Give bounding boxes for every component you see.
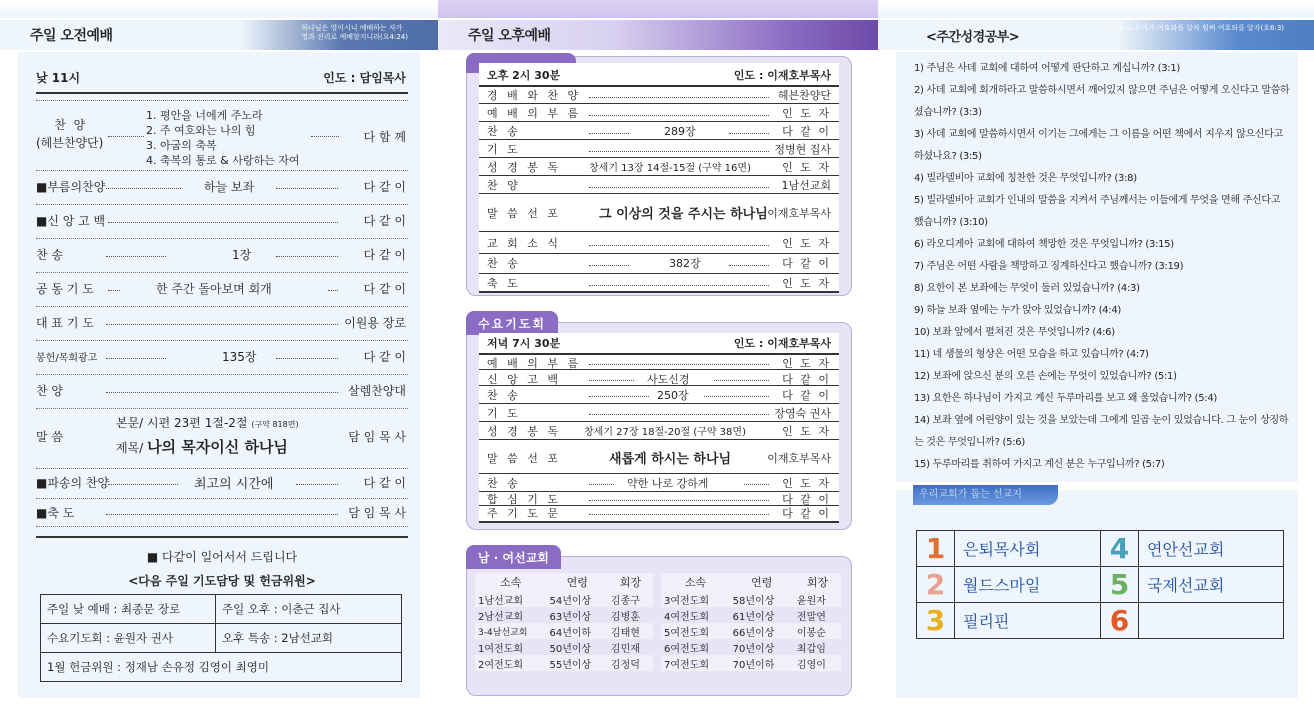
- missionary-number: 4: [1101, 531, 1139, 567]
- table-row: 7여전도회 70년이하 김영이: [661, 655, 841, 671]
- hymn-item: 2. 주 여호와는 나의 힘: [146, 124, 256, 137]
- table-row: 1 은퇴목사회 4 연안선교회: [917, 531, 1284, 567]
- list-item: 4) 빌라델비아 교회에 칭찬한 것은 무엇입니까? (3:8): [914, 173, 1137, 184]
- row-label: ■부름의찬양: [36, 179, 106, 194]
- list-item: 11) 네 생물의 형상은 어떤 모습을 하고 있습니까? (4:7): [914, 349, 1149, 360]
- wednesday-row: 찬 송 250장 다 같 이: [487, 389, 831, 402]
- list-item: 8) 요한이 본 보좌에는 무엇이 둘러 있었습니까? (4:3): [914, 283, 1140, 294]
- row-label: ■신 앙 고 백: [36, 213, 106, 228]
- table-row: 3여전도회 58년이상 윤원자: [661, 591, 841, 607]
- morning-notice: ■ 다같이 일어서서 드립니다: [146, 550, 298, 564]
- row-item: 135장: [222, 349, 257, 364]
- list-item: 7) 주님은 어떤 사람을 책망하고 징계하신다고 했습니까? (3:19): [914, 261, 1184, 272]
- row-who: 다 같 이: [363, 179, 406, 194]
- list-item: 9) 하늘 보좌 옆에는 누가 앉아 있었습니까? (4:4): [914, 305, 1121, 316]
- wednesday-row: 신 앙 고 백 사도신경 다 같 이: [487, 373, 831, 386]
- study-title: <주간성경공부>: [926, 29, 1020, 45]
- table-row: 1월 헌금위원 : 정재남 손유정 김영이 최영미: [41, 653, 402, 682]
- wednesday-row: 기 도 장영숙 권사: [487, 407, 831, 420]
- morning-row: [36, 502, 408, 522]
- table-row: 2 월드스마일 5 국제선교회: [917, 567, 1284, 603]
- missionaries-box: [896, 490, 1298, 698]
- morning-time: 낮 11시: [36, 70, 81, 85]
- row-who: 담 임 목 사: [348, 505, 406, 520]
- wednesday-box: [466, 317, 852, 530]
- list-item: 15) 두루마리를 취하여 가지고 계신 분은 누구입니까? (5:7): [914, 459, 1165, 470]
- mission-box: [466, 551, 852, 696]
- missionary-number: 2: [917, 567, 955, 603]
- morning-column: [0, 0, 438, 713]
- morning-sermon-row: [36, 412, 408, 462]
- row-label: 공 동 기 도: [36, 281, 94, 296]
- table-row: 5여전도회 66년이상 이봉순: [661, 623, 841, 639]
- morning-leader: 인도 : 담임목사: [323, 70, 406, 85]
- missionaries-grid: [916, 530, 1284, 639]
- wednesday-row: 성 경 봉 독 창세기 27장 18절-20절 (구약 38면) 인 도 자: [487, 425, 831, 438]
- list-item: 2) 사데 교회에 회개하라고 말씀하시면서 깨어있지 않으면 주님은 어떻게 오신다고 말씀하셨습니까? (3:3): [914, 85, 1290, 118]
- study-questions-box: [896, 52, 1298, 482]
- wednesday-leader: 인도 : 이재호부목사: [733, 337, 831, 350]
- row-who: 다 같 이: [363, 247, 406, 262]
- missionary-number: 6: [1101, 603, 1139, 639]
- mission-tab: 남 · 여선교회: [466, 545, 561, 569]
- list-item: 12) 보좌에 앉으신 분의 오른 손에는 무엇이 있었습니까? (5:1): [914, 371, 1177, 382]
- morning-order-box: [18, 52, 420, 698]
- row-item: 하늘 보좌: [204, 179, 255, 194]
- missionary-number: 1: [917, 531, 955, 567]
- morning-verse: 하나님은 영이시니 예배하는 자가 영과 진리로 예배할지니라(요4:24): [301, 24, 408, 41]
- wednesday-row: 찬 송 약한 나로 강하게 인 도 자: [487, 477, 831, 490]
- list-item: 10) 보좌 앞에서 펼쳐진 것은 무엇입니까? (4:6): [914, 327, 1115, 338]
- row-label: 찬 양: [36, 383, 63, 398]
- list-item: 6) 라오디게아 교회에 대하여 책망한 것은 무엇입니까? (3:15): [914, 239, 1174, 250]
- table-row: 2여전도회 55년이상 김정덕: [475, 655, 653, 671]
- afternoon-sermon-row: 말 씀 선 포 그 이상의 것을 주시는 하나님 이재호부목사: [487, 207, 831, 222]
- row-who: 살렘찬양대: [348, 383, 406, 398]
- hymn-item: 4. 축복의 통로 & 사랑하는 자여: [146, 154, 300, 167]
- afternoon-box: [466, 56, 852, 296]
- row-label: 봉헌/목회광고: [36, 352, 98, 364]
- afternoon-row: 예 배 의 부 름 인 도 자: [487, 107, 831, 120]
- wednesday-time: 저녁 7시 30분: [487, 337, 561, 350]
- row-who: 다 같 이: [363, 213, 406, 228]
- row-who: 이원용 장로: [344, 315, 406, 330]
- table-row: 4여전도회 61년이상 전말연: [664, 611, 826, 623]
- morning-hymn-row: [36, 108, 408, 168]
- afternoon-row: 교 회 소 식 인 도 자: [487, 237, 831, 250]
- afternoon-title: 주일 오후예배: [468, 28, 551, 44]
- table-row: 6여전도회 70년이상 최갑임: [664, 643, 826, 655]
- missionary-number: 3: [917, 603, 955, 639]
- list-item: 14) 보좌 옆에 어린양이 있는 것을 보았는데 그에게 일곱 눈이 있었습니다. 그 눈이 상징하는 것은 무엇입니까? (5:6): [914, 415, 1289, 448]
- mission-table-left: 소속 연령 회장 1남선교회 54년이상 김종구 2남선교회 63년이상 김병훈 3-4남선교회 64년이하 김태현 1여전도회 50년이상 김민재 2여전도회 55년이상 김정덕: [475, 573, 653, 671]
- morning-row: [36, 312, 408, 332]
- morning-row: [36, 244, 408, 264]
- morning-row: [36, 472, 408, 492]
- sermon-text: 본문/ 시편 23편 1절-2절 (구약 818면): [116, 416, 299, 430]
- row-who: 다 같 이: [363, 349, 406, 364]
- morning-row: [36, 210, 408, 230]
- wednesday-row: 예 배 의 부 름 인 도 자: [487, 357, 831, 370]
- morning-header: [0, 20, 438, 50]
- mission-table-right: 소속 연령 회장 3여전도회 58년이상 윤원자 4여전도회 61년이상 전말연 5여전도회 66년이상 이봉순 6여전도회 70년이상 최갑임 7여전도회 70년이하 김영이: [661, 573, 841, 671]
- wednesday-row: 합 심 기 도 다 같 이: [487, 493, 831, 506]
- morning-hymn-list: [146, 108, 299, 168]
- afternoon-row: 찬 양 1남선교회: [487, 179, 831, 192]
- row-item: 최고의 시간에: [194, 476, 274, 492]
- wednesday-row: 주 기 도 문 다 같 이: [487, 507, 831, 520]
- missionary-number: 5: [1101, 567, 1139, 603]
- afternoon-row: 찬 송 289장 다 같 이: [487, 125, 831, 138]
- afternoon-row: 성 경 봉 독 창세기 13장 14절-15절 (구약 16면) 인 도 자: [487, 161, 831, 174]
- table-row: 1남선교회 54년이상 김종구: [475, 591, 653, 607]
- row-item: 1장: [232, 247, 252, 262]
- list-item: 13) 요한은 하나님이 가지고 계신 두루마리를 보고 왜 울었습니까? (5:4): [914, 393, 1218, 404]
- row-who: 다 같 이: [363, 475, 406, 490]
- row-label: 대 표 기 도: [36, 315, 94, 330]
- table-row: 1여전도회 50년이상 김민재: [478, 643, 640, 655]
- row-label: ■축 도: [36, 505, 75, 520]
- duty-table: [40, 594, 402, 682]
- list-item: 1) 주님은 사데 교회에 대하여 어떻게 판단하고 계십니까? (3:1): [914, 63, 1181, 74]
- missionaries-tab: 우리교회가 돕는 선교지: [913, 485, 1058, 505]
- question-list: [914, 58, 1290, 476]
- next-week-title: <다음 주일 기도담당 및 헌금위원>: [128, 574, 316, 588]
- afternoon-time: 오후 2시 30분: [487, 69, 561, 82]
- morning-row: [36, 346, 408, 366]
- sermon-title: 제목/ 나의 목자이신 하나님: [116, 438, 288, 456]
- morning-row: [36, 278, 408, 298]
- afternoon-header: [438, 20, 878, 50]
- sermon-label: 말 씀: [36, 430, 63, 444]
- study-column: [878, 0, 1314, 713]
- hymn-item: 1. 평안을 너에게 주노라: [146, 109, 263, 122]
- study-header: [878, 20, 1314, 50]
- row-label: 찬 송: [36, 247, 63, 262]
- morning-hymn-who: 다 함 께: [363, 130, 406, 144]
- afternoon-column: [438, 0, 878, 713]
- table-row: 주일 낮 예배 : 최종문 장로 주일 오후 : 이춘근 집사: [41, 595, 402, 624]
- wednesday-tab: 수요기도회: [466, 311, 558, 335]
- table-row: 3-4남선교회 64년이하 김태현: [475, 623, 653, 639]
- row-item: 한 주간 돌아보며 회개: [156, 281, 272, 296]
- row-label: ■파송의 찬양: [36, 475, 110, 490]
- row-who: 다 같 이: [363, 281, 406, 296]
- afternoon-row: 찬 송 382장 다 같 이: [487, 257, 831, 270]
- list-item: 3) 사데 교회에 말씀하시면서 이기는 그에게는 그 이름을 어떤 책에서 지우지 않으신다고 하셨나요? (3:5): [914, 129, 1283, 162]
- morning-row: [36, 176, 408, 196]
- table-row: 3 필리핀 6: [917, 603, 1284, 639]
- morning-title: 주일 오전예배: [30, 28, 113, 44]
- hymn-item: 3. 아굽의 축복: [146, 139, 217, 152]
- afternoon-leader: 인도 : 이재호부목사: [733, 69, 831, 82]
- afternoon-row: 경 배 와 찬 양 헤븐찬양단: [487, 89, 831, 102]
- morning-hymn-label: 찬 양 (헤븐찬양단): [36, 118, 104, 150]
- afternoon-row: 축 도 인 도 자: [487, 277, 831, 290]
- afternoon-row: 기 도 정병현 집사: [487, 143, 831, 156]
- study-verse: 그러므로 우리가 여호와를 알자 힘써 여호와를 알자(호6:3): [1105, 24, 1284, 32]
- table-row: 2남선교회 63년이상 김병훈: [478, 611, 640, 623]
- list-item: 5) 빌라델비아 교회가 인내의 말씀을 지켜서 주님께서는 이들에게 무엇을 면해 주신다고 했습니까? (3:10): [914, 195, 1281, 228]
- morning-row: [36, 380, 408, 400]
- sermon-who: 담 임 목 사: [348, 430, 406, 444]
- wednesday-sermon-row: 말 씀 선 포 새롭게 하시는 하나님 이재호부목사: [487, 452, 831, 467]
- table-row: 수요기도회 : 윤원자 권사 오후 특송 : 2남선교회: [41, 624, 402, 653]
